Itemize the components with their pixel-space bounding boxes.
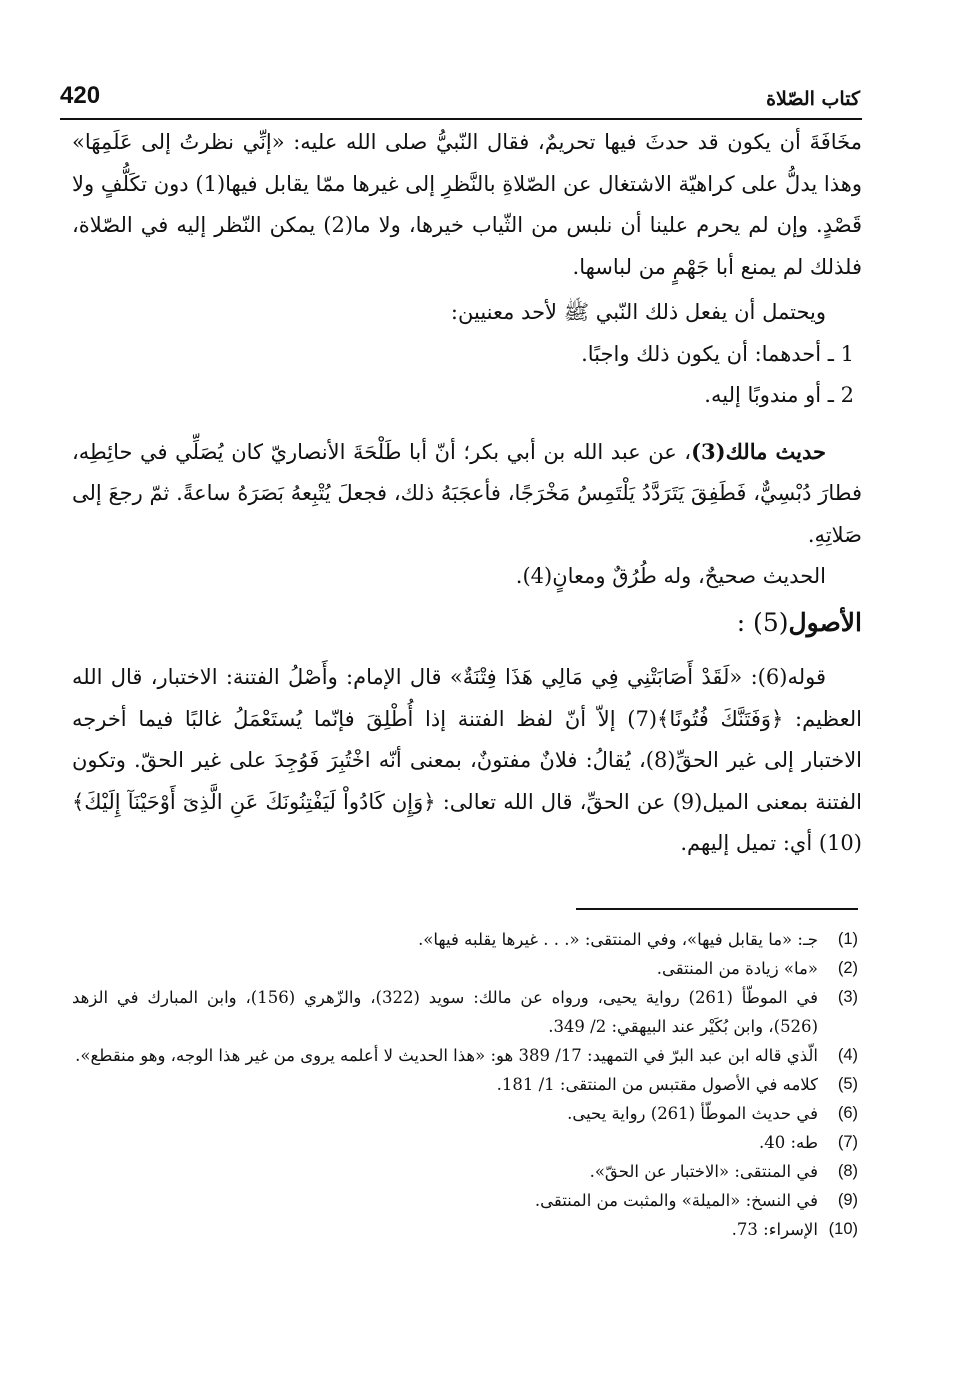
page-number: 420 [60,82,101,109]
hadith-paragraph [72,431,862,557]
footnote-number: (5) [837,1075,858,1093]
section-heading [72,602,862,644]
footnote-item [72,983,858,1041]
footnote-text: في المنتقى: «الاختبار عن الحقّ». [589,1162,818,1181]
footnote-item [72,1186,858,1215]
footnote-item [72,1157,858,1186]
footnote-number: (8) [837,1162,858,1180]
footnote-text: «ما» زيادة من المنتقى. [656,959,818,978]
page-header [60,70,860,110]
list-item-2: 2 ـ أو مندوبًا إليه. [704,383,854,407]
footnote-number: (3) [837,988,858,1006]
footnote-item [72,1215,858,1244]
footnote-item [72,925,858,954]
footnote-number: (7) [837,1133,858,1151]
hadith-grade: الحديث صحيحٌ، وله طُرُقٌ ومعانٍ(4). [515,564,826,588]
running-title: كتاب الصّلاة [766,88,860,110]
footnote-divider [576,908,858,910]
section-heading-ref: (5) : [736,607,789,637]
section-heading-title: الأصول [788,607,862,637]
footnote-text: في حديث الموطّأ (261) رواية يحيى. [567,1104,818,1123]
main-text [72,122,862,865]
footnote-item [72,1128,858,1157]
footnote-text: جـ: «ما يقابل فيها»، وفي المنتقى: «. . . غيرها يقلبه فيها». [418,930,818,949]
footnote-text: في الموطّأ (261) رواية يحيى، ورواه عن مالك: سويد (322)، والزّهري (156)، وابن المبارك في الزهد (526)، وابن بُكَيْر عند البيهقي: 2/ 349. [72,988,819,1036]
footnote-item [72,1070,858,1099]
footnote-text: طه: 40. [758,1133,818,1152]
paragraph-3: قوله(6): «لَقَدْ أَصَابَتْنِي فِي مَالِي هَذَا فِتْنَةٌ» قال الإمام: وأَصْلُ الفتنة: الاختبار، قال الله العظيم: ﴿وَفَتَنَّكَ فُتُونًا﴾(7) إلاّ أنّ لفظ الفتنة إذا أُطْلِقَ فإنّما يُستَعْمَلُ غالبًا فيما أخرجه الاختبار إلى غير الحقِّ(8)، يُقالُ: فلانٌ مفتونٌ، بمعنى أنّه اخْتُبِرَ فَوُجِدَ على غير الحقّ. وتكون الفتنة بمعنى الميل(9) عن الحقِّ، قال الله تعالى: ﴿وَإِن كَادُواْ لَيَفْتِنُونَكَ عَنِ الَّذِىٓ أَوْحَيْنَآ إِلَيْكَ﴾(10) أي: تميل إليهم. [72,665,863,855]
hadith-text: ، عن عبد الله بن أبي بكر؛ أنّ أبا طَلْحَةَ الأنصاريّ كان يُصَلِّي في حائِطِه، فطارَ دُبْسِيٌّ، فَطَفِقَ يَتَرَدَّدُ يَلْتَمِسُ مَخْرَجًا، فأعجَبَهُ ذلك، فجعلَ يُتْبِعهُ بَصَرَهُ ساعةً. ثمّ رجعَ إلى صَلاتِهِ. [72,439,862,547]
footnote-text: كلامه في الأصول مقتبس من المنتقى: 1/ 181. [496,1075,818,1094]
footnote-number: (2) [837,959,858,977]
footnote-item [72,1099,858,1128]
footnote-number: (10) [828,1220,858,1238]
footnote-number: (1) [837,930,858,948]
list-item-1: 1 ـ أحدهما: أن يكون ذلك واجبًا. [581,341,854,366]
footnote-number: (9) [837,1191,858,1209]
footnote-text: في النسخ: «الميلة» والمثبت من المنتقى. [534,1191,818,1210]
footnote-item [72,954,858,983]
header-divider [60,118,862,120]
paragraph-1: مخَافَةَ أن يكون قد حدثَ فيها تحريمٌ، فقال النّبيُّ صلى الله عليه: «إنِّي نظرتُ إلى عَلَمِهَا» وهذا يدلُّ على كراهيّة الاشتغال عن الصّلاةِ بالنَّظرِ إلى غيرها ممّا يقابل فيها(1) دون تكَلُّفٍ ولا قَصْدٍ. وإن لم يحرم علينا أن نلبس من الثّياب خيرها، ولا ما(2) يمكن النّظر إليه في الصّلاة، فلذلك لم يمنع أبا جَهْمٍ من لباسها. [72,130,862,279]
hadith-title: حديث مالك(3) [691,438,826,464]
footnote-text: الّذي قاله ابن عبد البرّ في التمهيد: 17/ 389 هو: «هذا الحديث لا أعلمه يروى من غير هذا الوجه، وهو منقطع». [75,1046,818,1065]
footnote-text: الإسراء: 73. [731,1220,818,1239]
footnote-item [72,1041,858,1070]
footnote-number: (6) [837,1104,858,1122]
paragraph-2: ويحتمل أن يفعل ذلك النّبي ﷺ لأحد معنيين: [450,300,826,324]
footnotes [72,925,858,1244]
footnote-number: (4) [837,1046,858,1064]
